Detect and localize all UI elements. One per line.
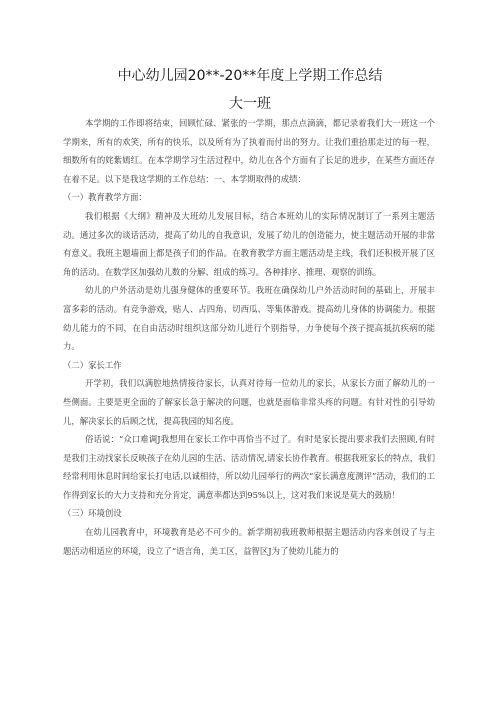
section-heading-parents: （二）家长工作 (63, 359, 122, 370)
environment-paragraph-1: 在幼儿园教育中，环境教育是必不可少的。新学期初我班教师根据主题活动内容来创设了与主题活动相适应的环境，设立了“语言角，美工区，益智区J为了使幼儿能力的 (63, 527, 435, 556)
document-title: 中心幼儿园20**-20**年度上学期工作总结 (117, 68, 383, 84)
parents-paragraph-2: 俗话说：“众口难调J我想用在家长工作中再恰当不过了。有时是家长提出要求我们去照顾,有时是我们主动找家长反映孩子在幼儿园的生活、活动情况,请家长协作教育。根据我班家长的特点，我们经常利用休息时间给家长打电话,以诚相待，所以幼儿园举行的两次“家长满意度测评”活动，我们的工作得到家长的大力支持和充分肯定，满意率都达到95%以上，这对我们来说是莫大的鼓励！ (63, 434, 435, 500)
teaching-paragraph-1: 我们根据《大纲》精神及大班幼儿发展目标，结合本班幼儿的实际情况制订了一系列主题活动。通过多次的谈话活动，提高了幼儿的自我意识，发展了幼儿的创造能力，使主题活动开展的非常有意义。我班主题墙面上都是孩子们的作品。在教育教学方面主题活动是主线，我们还积极开展了区角的活动。在数学区加强幼儿数的分解、组成的练习。各种排序、推理、观察的训练。 (63, 210, 435, 277)
intro-paragraph: 本学期的工作即将结束，回顾忙碌、紧张的一学期，那点点滴滴，都记录着我们大一班这一个学期来，所有的欢笑，所有的快乐，以及所有为了执着而付出的努力。让我们重拾那走过的每一程，细数所有的姹紫嫣红。在本学期学习生活过程中，幼儿在各个方面有了长足的进步，在某些方面还存在着不足。以下是我这学期的工作总结：一、本学期取得的成绩： (63, 118, 435, 184)
section-heading-teaching: （一）教育教学方面： (63, 192, 147, 203)
teaching-paragraph-2: 幼儿的户外活动是幼儿强身健体的重要环节。我班在确保幼儿户外活动时间的基础上，开展丰富多彩的活动。有竞争游戏，贴人、占四角、切西瓜、等集体游戏。提高幼儿身体的协调能力。根据幼儿能力的不同，在自由活动时组织这部分幼儿进行个别指导，力争使每个孩子提高抵抗疾病的能力。 (63, 285, 435, 352)
document-subtitle: 大一班 (229, 96, 271, 112)
section-heading-environment: （三）环境创设 (63, 508, 122, 519)
parents-paragraph-1: 开学初，我们以满腔地热情接待家长，认真对待每一位幼儿的家长，从家长方面了解幼儿的一些侧面。主要是更全面的了解家长急于解决的问题，也就是面临非常头疼的问题。有针对性的引导幼儿，解决家长的后顾之忧，提高我园的知名度。 (63, 378, 435, 426)
document-body (63, 114, 435, 560)
